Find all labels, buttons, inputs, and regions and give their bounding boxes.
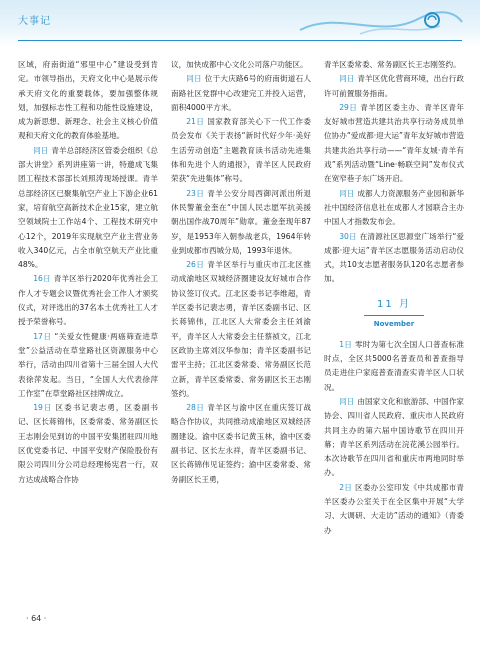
event-entry	[171, 72, 311, 115]
event-entry	[18, 272, 158, 329]
event-date: 2日	[339, 482, 353, 492]
event-text: 青羊区与渝中区在重庆签订战略合作协议，共同推动成渝地区双城经济圈建设。渝中区委书记黄玉林，渝中区委副书记、区长左永祥，青羊区委副书记、区长蒋锦伟见证签约；渝中区委常委、常务副区长王勇，	[171, 403, 311, 484]
month-section-header	[324, 297, 464, 330]
event-entry	[324, 395, 464, 481]
event-date: 16日	[33, 274, 51, 284]
event-entry	[18, 330, 158, 401]
event-date: 1日	[339, 339, 353, 349]
event-entry	[18, 144, 158, 273]
event-text: 区域，府南街道“邪里中心”建设受到肯定。市领导指出，天府文化中心是展示传承天府文化的重要载体，要加强整体规划，加强标志性工程和功能性设施建设，成为新思想、新理念、社会主义核心价值观和天府文化的教育体验基地。	[18, 60, 158, 141]
column-3	[324, 58, 464, 618]
event-text: 青羊公安分局西御河派出所退休民警董金奎在“中国人民志愿军抗美援朝出国作战70周年”勋章。董金奎现年87岁，是1953年入朝参战老兵，1964年转业到成都市西城分局，1993年退休。	[171, 188, 311, 255]
event-text: 零时为第七次全国人口普查标准时点，全区共5000名普查员和普查指导员走进住户家庭普查清查实青羊区人口状况。	[324, 339, 464, 392]
month-title: 11 月	[377, 298, 411, 310]
event-text: “关爱女性健康·两癌筛查进草堂”公益活动在草堂路社区资源服务中心举行，活动由四川省第十三届全国人大代表徐萍发起。当日，“全国人大代表徐萍工作室”在草堂路社区挂牌成立。	[18, 331, 158, 398]
event-date: 28日	[186, 403, 205, 413]
event-date: 同日	[33, 145, 49, 155]
event-entry	[171, 187, 311, 258]
event-date: 26日	[186, 260, 205, 270]
running-head: 大事记	[18, 16, 51, 27]
event-entry	[324, 187, 464, 230]
event-entry	[324, 338, 464, 395]
event-date: 23日	[186, 188, 205, 198]
event-text: 区委书记裴志勇，区委副书记、区长蒋锦伟，区委常委、常务副区长王志刚会见到访的中国平安集团驻四川地区优党委书记、中国平安财产保险股份有限公司四川分公司总经理杨宪君一行，双方达成战略合作协	[18, 403, 158, 484]
column-2	[171, 58, 311, 618]
event-date: 19日	[33, 403, 53, 413]
event-entry	[324, 230, 464, 287]
event-entry	[324, 481, 464, 538]
event-entry	[324, 72, 464, 101]
november-entries	[324, 338, 464, 538]
event-date: 同日	[339, 396, 355, 406]
header-rule	[18, 40, 462, 41]
event-text: 青羊总部经济区管委会组织《总部大讲堂》系列讲座第一讲，特邀成飞集团工程技术部部长刘照涛现场授课。青羊总部经济区已聚集航空产业上下游企业61家，培育航空高新技术企业15家，建立航空领域院士工作站4个、工程技术研究中心12个，2019年实现航空产业主营业务收入340亿元，占全市航空航天产业比重48%。	[18, 145, 158, 270]
event-date: 17日	[33, 331, 52, 341]
event-text: 青羊团区委主办、青羊区青年友好城市营造共建共治共享行动务成员单位协办“爱成都·迎大运”青年友好城市营造共建共治共享行动——“青年友城·青羊有戏”系列活动暨“Line·畅联空间”发布仪式在宽窄巷子东广场开启。	[324, 102, 464, 184]
event-text: 青羊区举行2020年优秀社会工作人才专题会议暨优秀社会工作人才颁奖仪式，对评选出的37名本土优秀社工人才授予荣誉称号。	[18, 274, 158, 327]
event-date: 同日	[339, 74, 355, 84]
month-divider	[364, 315, 424, 316]
event-text: 位于大庆路6号的府南街道石人南路社区党群中心改建完工并投入运营，面积4000平方米。	[171, 74, 311, 112]
column-1	[18, 58, 158, 618]
event-entry	[324, 101, 464, 187]
event-text: 在清源社区思源堂广场举行“爱成都·迎大运”青羊区志愿服务活动启动仪式，共10支志愿者服务队120名志愿者参加。	[324, 231, 464, 284]
event-entry	[171, 115, 311, 186]
event-text: 青羊区举行与重庆市江北区推动成渝地区双城经济圈建设友好城市合作协议签订仪式。江北区委书记李维超，青羊区委书记裴志勇，青羊区委副书记、区长蒋锦伟，江北区人大常委会主任刘渝平，青羊区人大常委会主任蔡祯文，江北区政协主席刘汉华参加；青羊区委副书记雷平主持；江北区委常委、常务副区长范立新，青羊区委常委、常务副区长王志刚签约。	[171, 260, 311, 398]
event-text: 由国家文化和旅游部、中国作家协会、四川省人民政府、重庆市人民政府共同主办的第六届中国诗歌节在四川开幕；青羊区系列活动在浣花溪公园举行。本次诗歌节在四川省和重庆市两地同时举办。	[324, 396, 464, 478]
event-date: 29日	[339, 102, 358, 112]
event-text: 青羊区优化营商环境，出台行政许可前置服务指南。	[324, 74, 464, 98]
continued-paragraph	[18, 58, 158, 144]
text-columns	[18, 58, 464, 618]
event-date: 21日	[186, 117, 205, 127]
month-title-english: November	[373, 319, 415, 328]
event-text: 国家教育部关心下一代工作委员会发布《关于表扬“新时代好少年·美好生活劳动创造”主题教育读书活动先进集体和先进个人的通报》，青羊区人民政府荣获“先进集体”称号。	[171, 117, 311, 184]
event-entry	[171, 258, 311, 401]
event-date: 同日	[339, 188, 355, 198]
event-date: 30日	[339, 231, 357, 241]
event-text: 成都人力资源服务产业园和新华社中国经济信息社在成都人才园联合主办中国人才指数发布会。	[324, 188, 464, 227]
continued-paragraph	[324, 58, 464, 72]
event-entry	[18, 401, 158, 487]
event-text: 青羊区委常委、常务副区长王志刚签约。	[324, 60, 461, 69]
event-text: 议，加快成都中心文化公司落户功能区。	[171, 60, 308, 69]
event-entry	[171, 401, 311, 487]
page-number: · 64 ·	[26, 614, 47, 623]
column-3-entries	[324, 58, 464, 287]
event-date: 同日	[186, 74, 202, 84]
continued-paragraph	[171, 58, 311, 72]
event-text: 区委办公室印发《中共成都市青羊区委办公室关于在全区集中开展“大学习、大调研、大走访”活动的通知》（青委办	[324, 482, 464, 535]
